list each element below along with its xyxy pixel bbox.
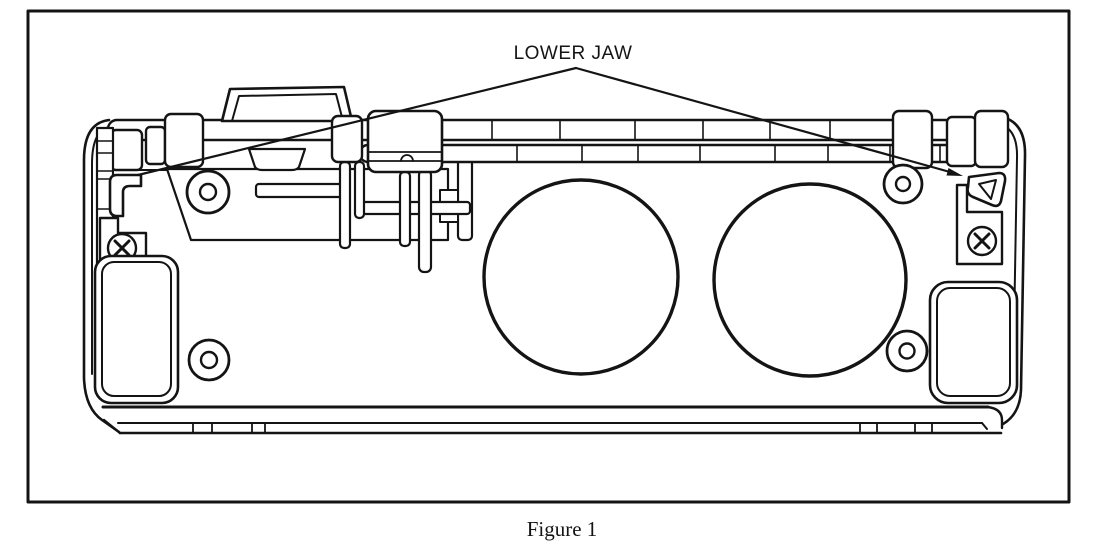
base-strip <box>103 407 1002 433</box>
rail-flap <box>249 149 305 170</box>
left-lower-jaw <box>110 175 141 216</box>
top-tab <box>222 87 352 121</box>
figure-caption: Figure 1 <box>526 517 598 541</box>
right-screw-icon <box>968 227 996 255</box>
right-mount <box>957 173 1005 264</box>
carrier-rails <box>108 120 1006 170</box>
arrowhead-icon <box>947 168 964 176</box>
left-panel <box>95 256 178 403</box>
callout-label: LOWER JAW <box>513 43 633 64</box>
large-openings <box>484 180 906 376</box>
right-rail-blocks <box>893 111 1008 168</box>
right-panel <box>930 282 1017 403</box>
